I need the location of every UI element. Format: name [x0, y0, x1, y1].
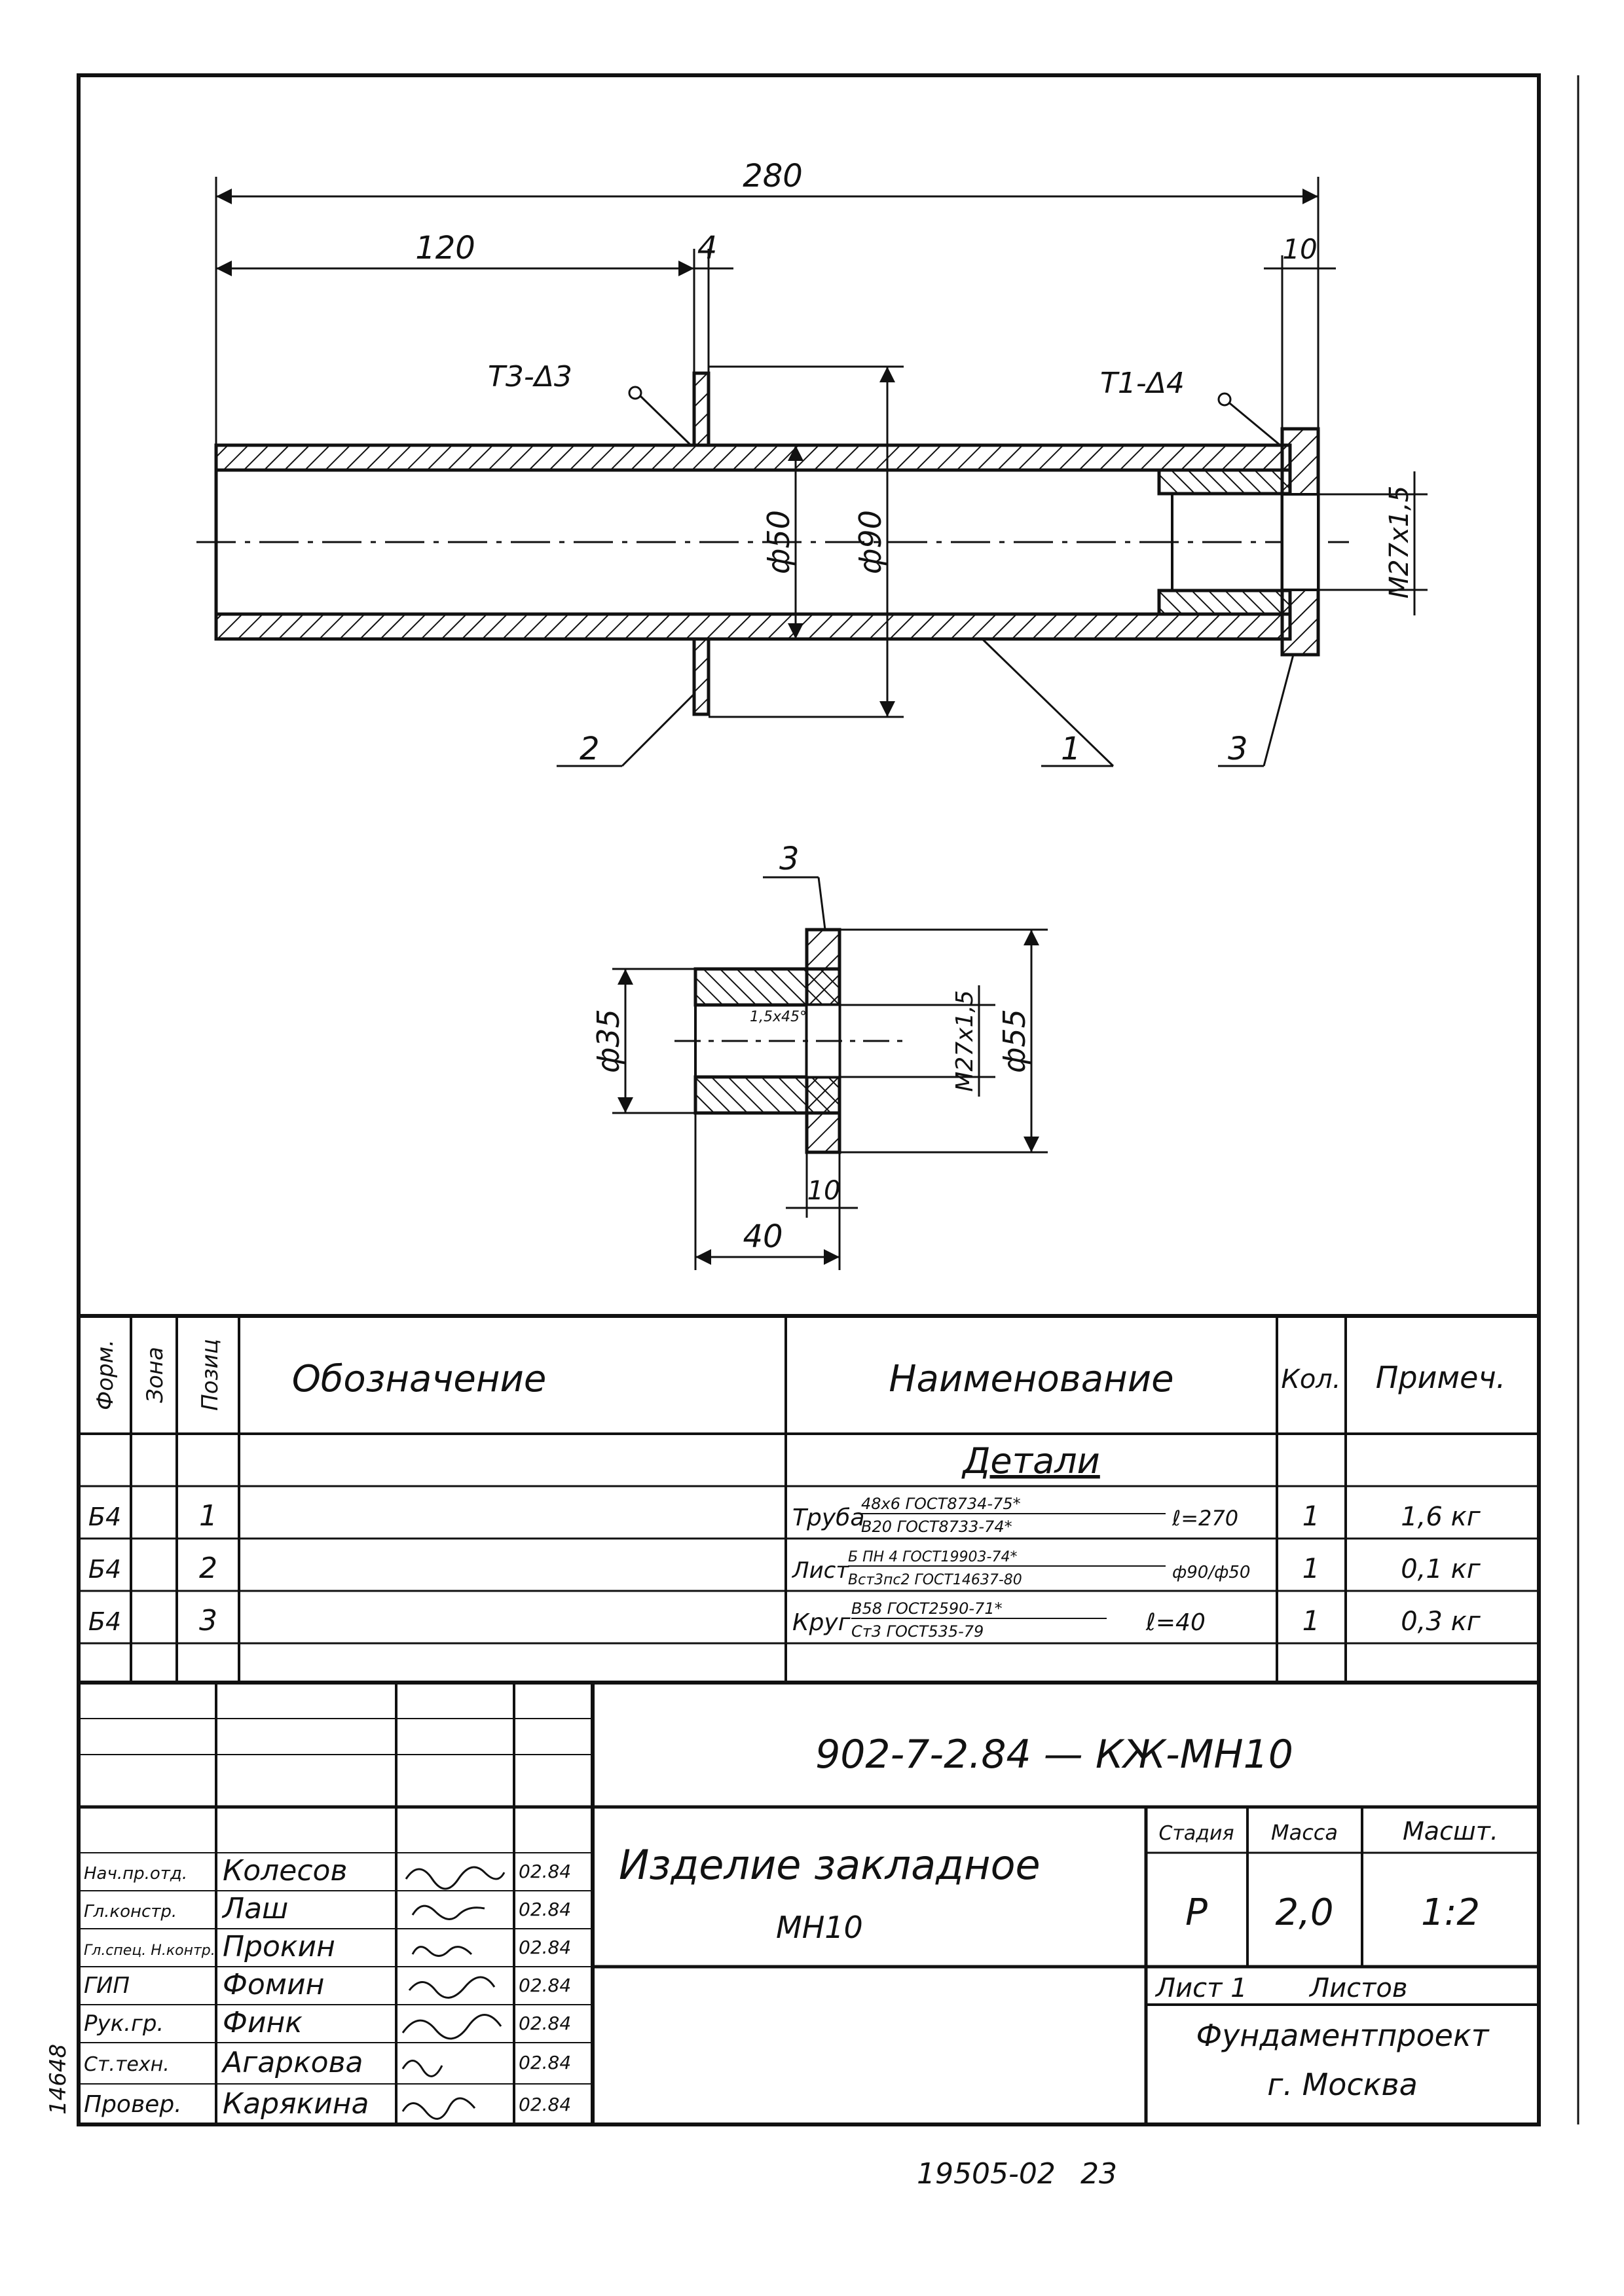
svg-text:ℓ=40: ℓ=40: [1146, 1609, 1206, 1636]
svg-text:Б4: Б4: [88, 1555, 122, 1584]
dim-inner-diameter: ф50: [761, 510, 796, 574]
signer-row: [84, 2006, 571, 2039]
svg-text:1,6 кг: 1,6 кг: [1401, 1502, 1481, 1532]
svg-text:ф90/ф50: ф90/ф50: [1172, 1563, 1251, 1582]
signature: [409, 1977, 494, 1997]
org-name: Фундаментпроект: [1196, 2018, 1489, 2053]
svg-text:Гл.спец. Н.контр.: Гл.спец. Н.контр.: [84, 1942, 215, 1959]
scale-label: Масшт.: [1403, 1817, 1498, 1846]
svg-text:Колесов: Колесов: [223, 1854, 348, 1887]
weld-left: Т3-Δ3: [488, 360, 572, 393]
svg-text:02.84: 02.84: [519, 2013, 572, 2034]
callout-pipe: 1: [1061, 731, 1081, 767]
title-line2: МН10: [776, 1910, 863, 1945]
doc-code: 902-7-2.84 — КЖ-МН10: [815, 1732, 1293, 1777]
signer-row: [84, 2046, 571, 2079]
svg-text:Агаркова: Агаркова: [223, 2046, 363, 2079]
footer-code: 19505-02: [917, 2157, 1056, 2191]
svg-text:В58 ГОСТ2590-71*: В58 ГОСТ2590-71*: [851, 1599, 1003, 1618]
svg-text:1: 1: [1302, 1552, 1320, 1584]
signature: [406, 1867, 504, 1889]
header-designation: Обозначение: [291, 1358, 547, 1400]
svg-text:2: 2: [199, 1552, 217, 1585]
dim-detail-length: 40: [743, 1218, 783, 1255]
dim-plate-thickness: 4: [697, 230, 718, 266]
svg-text:В20 ГОСТ8733-74*: В20 ГОСТ8733-74*: [861, 1518, 1012, 1536]
dim-d-small: ф35: [591, 1009, 626, 1073]
signature: [413, 1947, 471, 1956]
svg-text:02.84: 02.84: [519, 1937, 572, 1958]
svg-text:Финк: Финк: [223, 2006, 303, 2039]
dim-overall: 280: [743, 158, 803, 194]
signer-row: [84, 1930, 571, 1963]
insert-top: [1159, 470, 1290, 494]
svg-text:3: 3: [199, 1604, 217, 1637]
page-number: 23: [1080, 2157, 1117, 2191]
signer-row: [84, 1892, 571, 1925]
header-qty: Кол.: [1281, 1364, 1341, 1394]
dim-thread: M27x1,5: [1384, 485, 1414, 599]
dim-detail-flange: 10: [807, 1176, 841, 1206]
svg-text:Круг: Круг: [792, 1609, 851, 1636]
plate-bottom: [694, 639, 709, 714]
main-view: [196, 158, 1428, 767]
svg-text:Труба: Труба: [792, 1504, 865, 1531]
header-note: Примеч.: [1375, 1360, 1506, 1395]
svg-text:Б ПН 4 ГОСТ19903-74*: Б ПН 4 ГОСТ19903-74*: [848, 1549, 1018, 1565]
insert-bottom: [1159, 591, 1290, 614]
svg-text:1: 1: [1302, 1500, 1320, 1532]
dim-d-large: ф55: [997, 1009, 1032, 1073]
dim-left: 120: [415, 230, 475, 266]
svg-text:Лаш: Лаш: [223, 1892, 289, 1925]
signer-row: [84, 1854, 571, 1889]
svg-text:1: 1: [1302, 1605, 1320, 1637]
svg-text:Ст.техн.: Ст.техн.: [84, 2053, 170, 2076]
svg-text:Провер.: Провер.: [84, 2091, 182, 2118]
callout-round: 3: [1228, 731, 1248, 767]
stage-label: Стадия: [1158, 1822, 1234, 1845]
signer-row: [84, 1968, 571, 2001]
header-format: Форм.: [92, 1339, 119, 1411]
svg-text:Рук.гр.: Рук.гр.: [84, 2011, 164, 2037]
callout-plate: 2: [580, 731, 600, 767]
svg-text:02.84: 02.84: [519, 1899, 572, 1920]
svg-text:Ст3 ГОСТ535-79: Ст3 ГОСТ535-79: [851, 1622, 984, 1641]
title-line1: Изделие закладное: [619, 1841, 1041, 1889]
svg-text:48x6 ГОСТ8734-75*: 48x6 ГОСТ8734-75*: [861, 1495, 1021, 1513]
org-city: г. Москва: [1267, 2067, 1418, 2102]
header-position: Позиц: [197, 1339, 223, 1411]
dim-detail-thread: M27x1,5: [951, 990, 978, 1092]
header-name: Наименование: [889, 1358, 1174, 1400]
dim-flange: 10: [1282, 233, 1318, 265]
section-details: Детали: [963, 1440, 1100, 1482]
svg-text:Б4: Б4: [88, 1607, 122, 1636]
svg-text:Лист: Лист: [792, 1558, 849, 1584]
margin-code: 14648: [45, 2043, 71, 2115]
signer-row: [84, 2087, 571, 2121]
pipe-wall-top: [216, 445, 1290, 470]
signature: [403, 2061, 442, 2077]
stage-value: Р: [1185, 1891, 1208, 1934]
sheet-label: Лист 1: [1156, 1973, 1247, 2003]
svg-text:Нач.пр.отд.: Нач.пр.отд.: [84, 1864, 188, 1884]
svg-text:Карякина: Карякина: [223, 2087, 369, 2121]
plate-top: [694, 373, 709, 445]
detail-view: [591, 841, 1048, 1270]
detail-callout: 3: [779, 841, 800, 877]
svg-text:0,3 кг: 0,3 кг: [1401, 1607, 1481, 1637]
svg-text:02.84: 02.84: [519, 1975, 572, 1996]
svg-text:Фомин: Фомин: [223, 1968, 325, 2001]
mass-value: 2,0: [1275, 1891, 1334, 1934]
mass-label: Масса: [1270, 1820, 1338, 1845]
svg-text:Б4: Б4: [88, 1503, 122, 1531]
spec-table: [79, 1316, 1539, 1683]
svg-text:Прокин: Прокин: [223, 1930, 335, 1963]
header-zone: Зона: [142, 1347, 168, 1403]
svg-text:Вст3пс2 ГОСТ14637-80: Вст3пс2 ГОСТ14637-80: [848, 1572, 1022, 1588]
sheets-label: Листов: [1310, 1973, 1408, 2003]
dim-plate-diameter: ф90: [853, 510, 888, 574]
signature: [413, 1906, 485, 1919]
svg-text:02.84: 02.84: [519, 2052, 572, 2073]
title-block: [79, 1683, 1539, 2124]
svg-text:0,1 кг: 0,1 кг: [1401, 1554, 1481, 1584]
scale-value: 1:2: [1420, 1891, 1481, 1934]
signature: [403, 2015, 501, 2039]
svg-text:Гл.констр.: Гл.констр.: [84, 1902, 177, 1922]
pipe-wall-bottom: [216, 614, 1290, 639]
svg-text:02.84: 02.84: [519, 2094, 572, 2115]
svg-text:ℓ=270: ℓ=270: [1172, 1506, 1239, 1531]
signature: [403, 2098, 475, 2119]
dim-chamfer: 1,5x45°: [750, 1009, 807, 1025]
svg-text:ГИП: ГИП: [84, 1973, 130, 1999]
svg-text:1: 1: [199, 1499, 217, 1533]
svg-text:02.84: 02.84: [519, 1861, 572, 1882]
weld-right: Т1-Δ4: [1100, 367, 1185, 400]
